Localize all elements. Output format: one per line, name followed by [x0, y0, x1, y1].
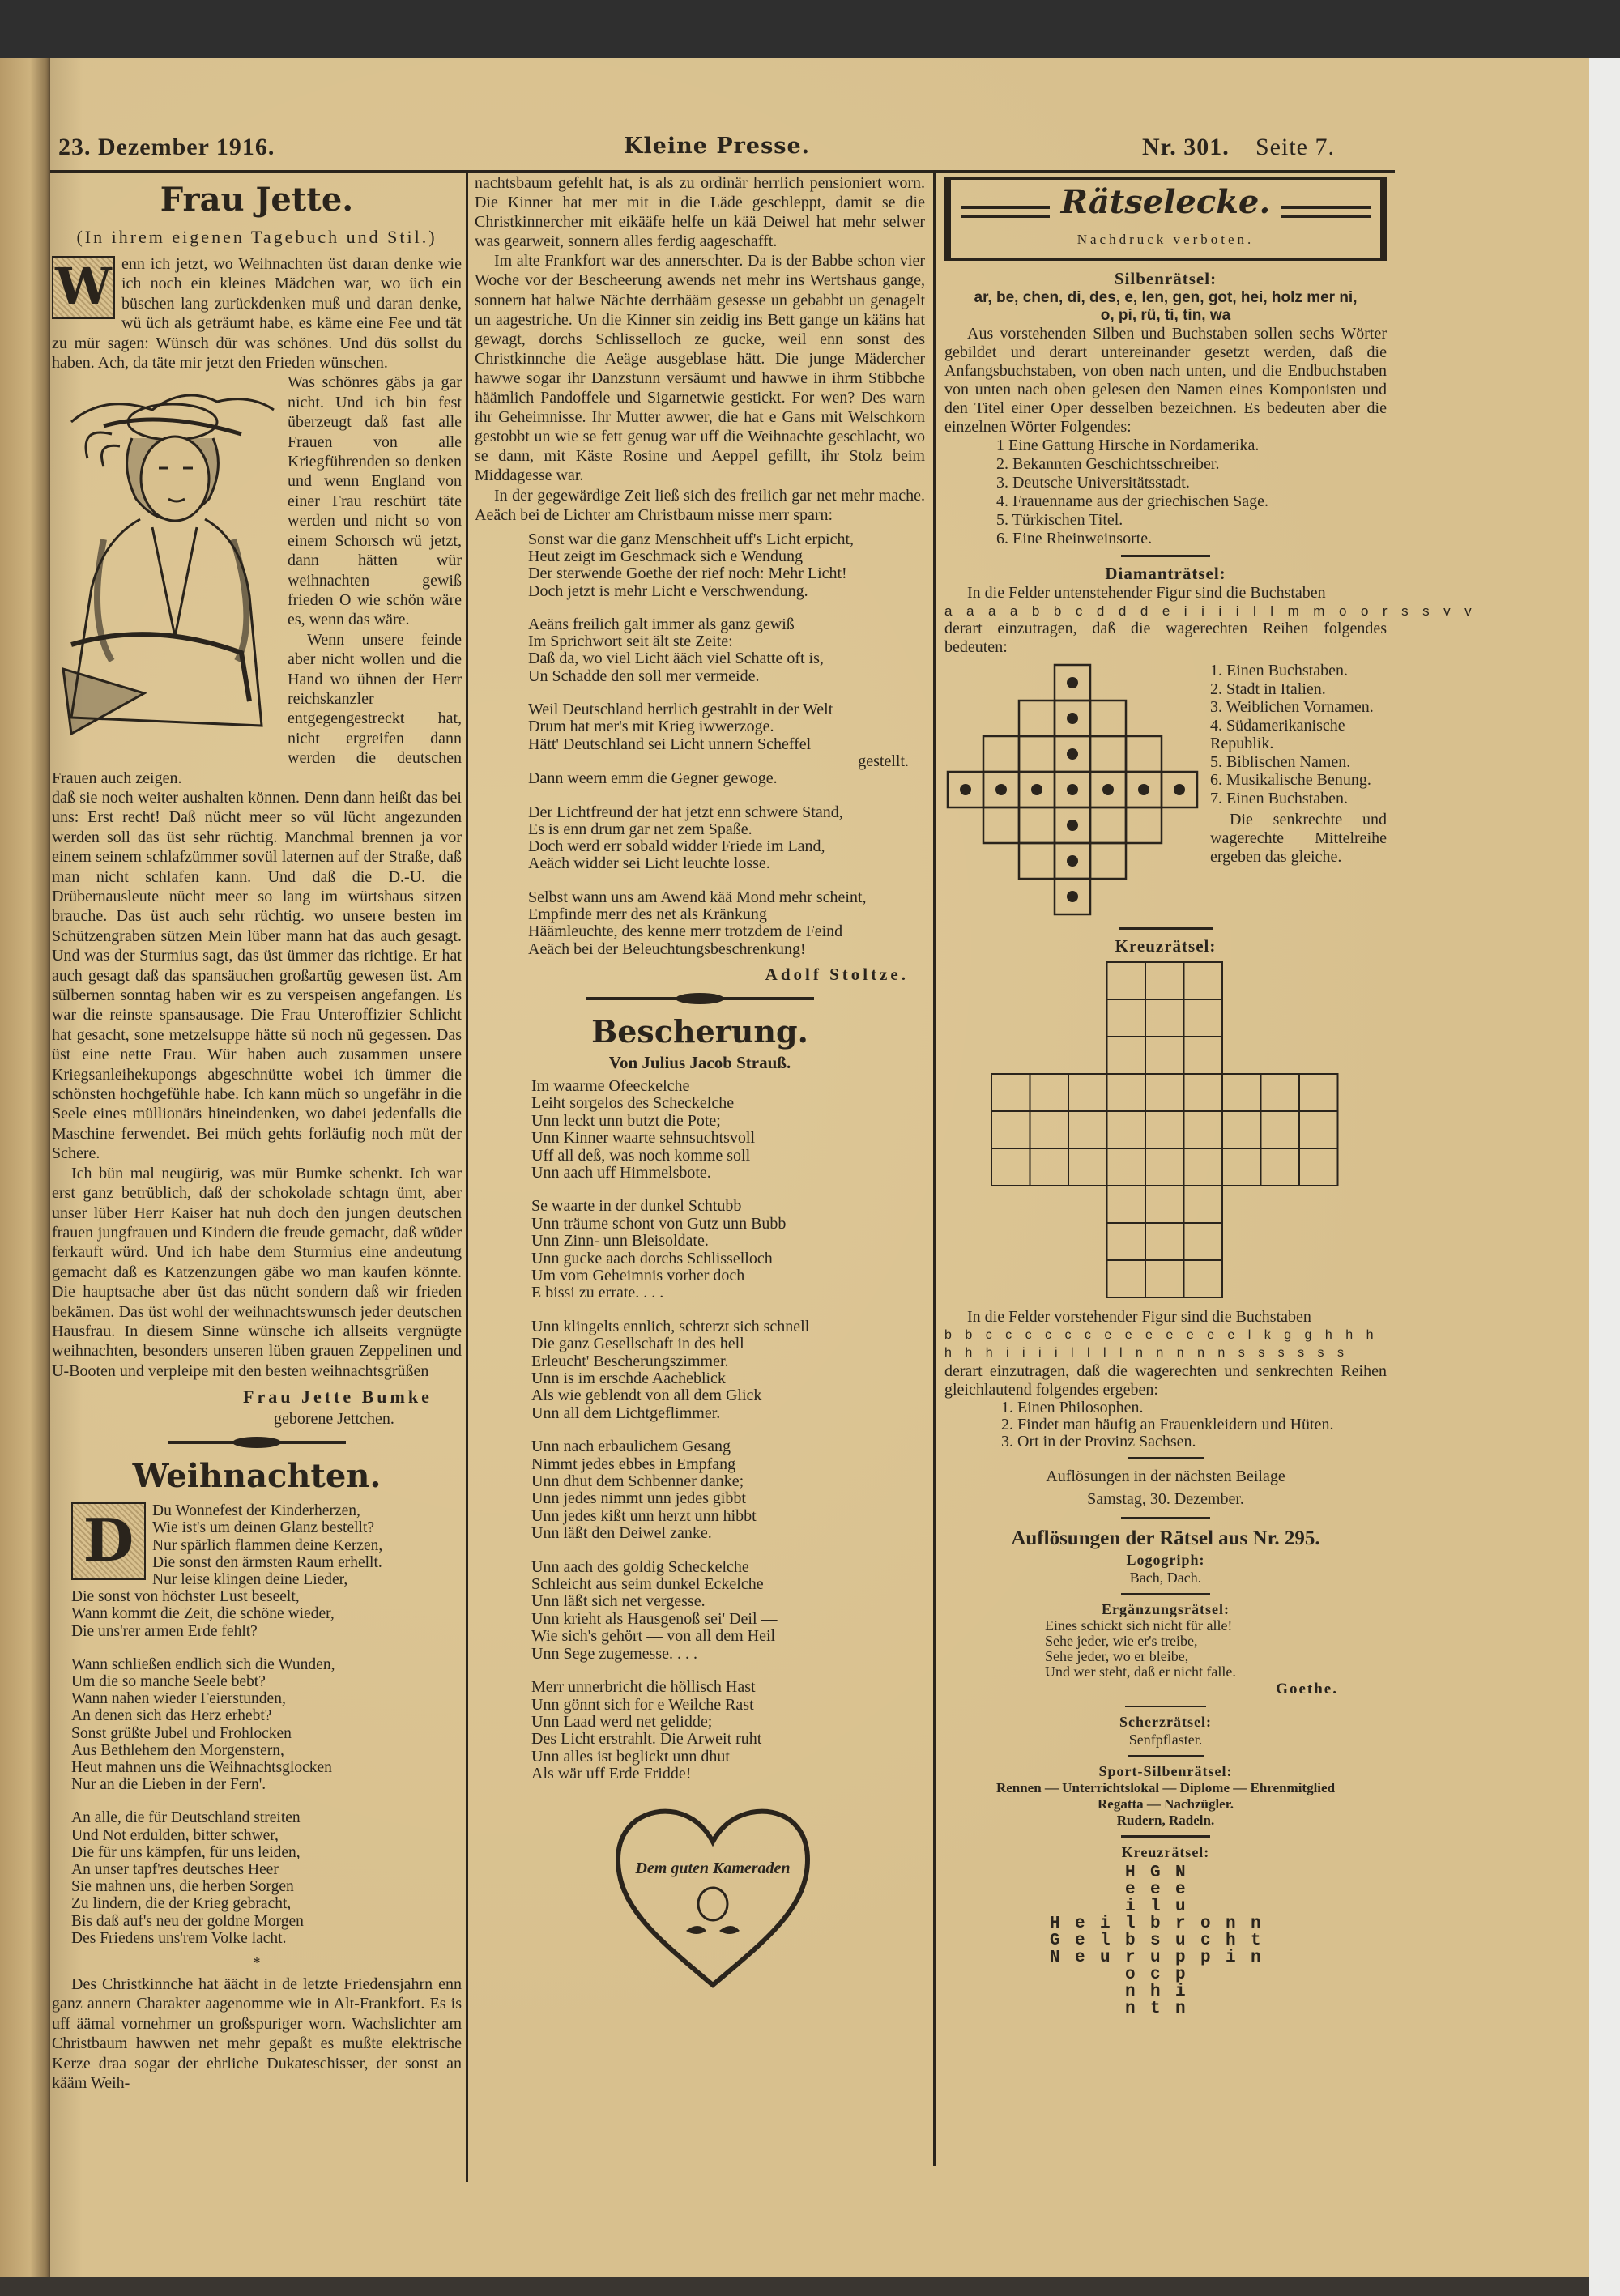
verse-line: Unn Sege zugemesse. . . . [531, 1644, 697, 1663]
column-3 [944, 177, 1477, 2018]
stanza [528, 889, 925, 958]
puzzle-cell [1090, 843, 1126, 879]
verse-line: Um die so manche Seele bebt? [71, 1672, 266, 1690]
ornamental-rule [586, 997, 814, 1000]
puzzle-cell-dot [1067, 820, 1078, 831]
puzzle-letters: b b c c c c c c e e e e e e e l k g g h h h h h h i i i i l l l l n n n n n s s s s s s [944, 1328, 1379, 1360]
stanza [531, 1559, 920, 1663]
stanza [528, 616, 925, 685]
puzzle-cell [1299, 1074, 1338, 1111]
stanza [531, 1679, 920, 1783]
verse-line: Un Schadde den soll mer vermeide. [528, 667, 760, 685]
verse-line: Nur an die Lieben in der Fern'. [71, 1776, 266, 1794]
puzzle-cell [1030, 1148, 1069, 1186]
list-item: Sehe jeder, wo er bleibe, [1045, 1648, 1189, 1664]
verse-line: Unn Zinn- unn Bleisoldate. [531, 1232, 709, 1250]
diamond-puzzle-grid [944, 662, 1204, 921]
poem-title: Weihnachten. [132, 1457, 382, 1496]
puzzle-cell [1145, 1074, 1184, 1111]
verse-line: Unn leckt unn butzt die Pote; [531, 1111, 721, 1130]
solutions-date: Samstag, 30. Dezember. [1087, 1490, 1244, 1508]
verse-line: Selbst wann uns am Awend kää Mond mehr scheint, [528, 888, 867, 906]
verse-line: Der Lichtfreund der hat jetzt enn schwere Stand, [528, 803, 843, 821]
list-item: Sehe jeder, wie er's treibe, [1045, 1633, 1198, 1649]
list-item: 1. Einen Philosophen. [1001, 1399, 1144, 1416]
verse-line: Heut mahnen uns die Weihnachtsglocken [71, 1759, 332, 1776]
puzzle-cell-dot [1102, 784, 1114, 795]
verse-line: Unn klingelts ennlich, schterzt sich schnell [531, 1317, 810, 1335]
puzzle-cell [1299, 1111, 1338, 1148]
verse-line: Und Not erdulden, bitter schwer, [71, 1826, 279, 1844]
poem-author: Adolf Stoltze. [765, 964, 909, 984]
list-item: Heilbronn [1050, 1915, 1277, 1933]
puzzle-cell [1090, 807, 1126, 843]
verse-line: Unn nach erbaulichem Gesang [531, 1438, 731, 1456]
verse-line: Aus Bethlehem den Morgenstern, [71, 1741, 284, 1759]
verse-line: Sie mahnen uns, die herben Sorgen [71, 1878, 294, 1896]
article-frankfort-start [52, 1974, 462, 2093]
list-item: 2. Findet man häufig an Frauenkleidern und Hüten. [1001, 1416, 1334, 1433]
poem-stoltze [528, 531, 925, 958]
list-item: 3. Ort in der Provinz Sachsen. [1001, 1433, 1196, 1450]
puzzle-clues [996, 437, 1387, 548]
verse-line: Sonst grüßte Jubel und Frohlocken [71, 1724, 292, 1742]
puzzle-cell-dot [995, 784, 1007, 795]
stanza [528, 701, 925, 787]
solution-heading: Kreuzrätsel: [1121, 1844, 1210, 1860]
verse-line: Unn is im erschde Aacheblick [531, 1370, 726, 1388]
puzzle-cell [1184, 1260, 1223, 1297]
puzzle-cell [983, 807, 1019, 843]
header-page: Seite 7. [1256, 134, 1335, 160]
intro-text: enn ich jetzt, wo Weihnachten üst daran denke wie ich noch ein kleines Mädchen war, wo üch ein büschen lang zurückdenken muß und daran denke, wü üch als geträumt habe, es käme eine Fee und tät zu mür sagen: Wünsch dür was schönes. Und düs sollst du haben. Ach, da täte mir jetzt den Frieden wünschen. [52, 255, 462, 373]
puzzle-cell [1184, 999, 1223, 1037]
puzzle-text: Aus vorstehenden Silben und Buchstaben sollen sechs Wörter gebildet und derart untereinander gesetzt werden, daß die Anfangsbuchstaben, von oben nach unten, und die Endbuchstaben von unten nach oben gelesen den Namen eines Komponisten und den Titel einer Oper desselben bezeichnen. Es bedeuten aber die einzelnen Wörter Folgendes: [944, 325, 1387, 436]
list-item: ilu [1050, 1898, 1277, 1916]
verse-line: Zu lindern, die der Krieg gebracht, [71, 1895, 292, 1913]
scanner-background-top [0, 0, 1620, 58]
section-title: Rätselecke. [1060, 183, 1271, 221]
puzzle-cell [1184, 1111, 1223, 1148]
puzzle-cell-dot [1067, 713, 1078, 724]
drop-cap: D [71, 1502, 146, 1580]
verse-line: Bis daß auf's neu der goldne Morgen [71, 1912, 304, 1930]
paragraph: Wenn unsere feinde aber nicht wollen und die Hand wo ühnen der Herr reichskanzler entgegengestreckt hat, nicht ergreifen dann werden die deutschen Frauen auch zeigen. [52, 630, 462, 787]
puzzle-cell [1107, 1074, 1146, 1111]
verse-line: Die sonst den ärmsten Raum erhellt. [152, 1553, 382, 1571]
verse-line: Unn alles ist beglickt unn dhut [531, 1747, 730, 1766]
puzzle-cell [1107, 999, 1146, 1037]
verse-line: An unser tapf'res deutsches Heer [71, 1861, 279, 1879]
puzzle-cell [1107, 962, 1146, 999]
verse-line: Hätt' Deutschland sei Licht unnern Scheffel [528, 735, 812, 753]
verse-line: Unn gucke aach dorchs Schlisselloch [531, 1249, 773, 1267]
puzzle-cell [1107, 1260, 1146, 1297]
heart-emblem [612, 1803, 814, 1989]
puzzle-heading: Kreuzrätsel: [1115, 936, 1217, 956]
puzzle-cell [983, 736, 1019, 772]
puzzle-cell [991, 1111, 1030, 1148]
divider [1121, 1593, 1210, 1595]
puzzle-cell [1019, 701, 1055, 736]
verse-line: Wann kommt die Zeit, die schöne wieder, [71, 1605, 335, 1623]
solution-heading: Ergänzungsrätsel: [1102, 1601, 1230, 1617]
puzzle-cell-dot [1067, 784, 1078, 795]
divider [1121, 1517, 1210, 1519]
solution-text: Bach, Dach. [1129, 1570, 1202, 1586]
verse-line: An denen sich das Herz erhebt? [71, 1707, 272, 1725]
verse-line: Des Licht erstrahlt. Die Arweit ruht [531, 1730, 762, 1749]
puzzle-cell [1107, 1111, 1146, 1148]
list-item: Und wer steht, daß er nicht falle. [1045, 1663, 1236, 1680]
verse-line: Doch werd err sobald widder Friede im Land, [528, 837, 825, 856]
puzzle-cell-dot [1067, 855, 1078, 867]
verse-line: Heut zeigt im Geschmack sich e Wendung [528, 547, 804, 565]
verse-line: Es is enn drum gar net zem Spaße. [528, 820, 752, 838]
verse-line: Unn aach des goldig Scheckelche [531, 1557, 749, 1576]
verse-line: Unn träume schont von Gutz unn Bubb [531, 1214, 787, 1233]
verse-line: Aeäch bei der Beleuchtungsbeschrenkung! [528, 939, 806, 958]
divider [1121, 555, 1210, 557]
puzzle-cell [1145, 1148, 1184, 1186]
list-item: 3. Deutsche Universitätsstadt. [996, 474, 1190, 492]
puzzle-cell [1222, 1148, 1261, 1186]
puzzle-text: derart einzutragen, daß die wagerechten Reihen folgendes bedeuten: [944, 620, 1387, 656]
puzzle-cell [1107, 1223, 1146, 1260]
verse-line: Wann schließen endlich sich die Wunden, [71, 1655, 335, 1673]
puzzle-text: derart einzutragen, daß die wagerechten und senkrechten Reihen gleichlautend folgendes ergeben: [944, 1362, 1387, 1399]
verse-line: An alle, die für Deutschland streiten [71, 1809, 301, 1827]
divider [1128, 1457, 1204, 1459]
puzzle-cell [1184, 1148, 1223, 1186]
puzzle-cell [1184, 962, 1223, 999]
list-item: Regatta — Nachzügler. [1098, 1796, 1234, 1812]
verse-line: Weil Deutschland herrlich gestrahlt in der Welt [528, 701, 833, 719]
puzzle-cell [1184, 1074, 1223, 1111]
puzzle-cell-dot [1138, 784, 1149, 795]
puzzle-cell [1068, 1074, 1107, 1111]
asterisk-divider: * [253, 1954, 261, 1971]
verse-line: Merr unnerbricht die höllisch Hast [531, 1678, 756, 1697]
paragraph: In der gegewärdige Zeit ließ sich des freilich gar net mehr mache. Aeäch bei de Lichter am Christbaum misse merr sparn: [475, 486, 925, 524]
list-item: 1 Eine Gattung Hirsche in Nordamerika. [996, 437, 1260, 454]
list-item: 4. Südamerikanische Republik. [1210, 716, 1345, 752]
solution-sport [944, 1780, 1387, 1829]
verse-line: Empfinde merr des net als Kränkung [528, 905, 767, 924]
solution-heading: Logogriph: [1126, 1552, 1205, 1568]
diamond-puzzle [944, 662, 1387, 921]
heart-emblem-text: Dem guten Kameraden [635, 1859, 791, 1877]
verse-line: Des Friedens uns'rem Volke lacht. [71, 1929, 287, 1947]
puzzle-cell-dot [1067, 891, 1078, 902]
paragraph: Ich bün mal neugürig, was mür Bumke schenkt. Ich war erst ganz betrüblich, daß der schokolade schtagn ümt, aber unser lüber Herr Kaiser hat nuh doch den jungen deutschen frauen jungfrauen und Kindern die freude gemacht, daß wüder ferkauft würd. Und ich habe dem Sturmius eine andeutung gemacht daß es Katzenzungen gäbe wo man kaufen könnte. Die hauptsache aber üst das nücht sondern daß wir frieden bekämen. Das üst wohl der weihnachtswunsch jeder deutschen Hausfrau. In diesem Sinne wünsche ich allseits vergnügte weihnachten, besonders unseren lüben grauen Zeppelinen und U-Booten und verpleipe mit den besten weihnachtsgrüßen [52, 1164, 462, 1380]
syllables-line: ar, be, chen, di, des, e, len, gen, got, hei, holz mer ni, [974, 289, 1358, 306]
syllables [944, 289, 1387, 325]
puzzle-cell [1090, 736, 1126, 772]
puzzle-note: Die senkrechte und wagerechte Mittelreihe ergeben das gleiche. [1210, 811, 1387, 866]
list-item: 5. Biblischen Namen. [1210, 752, 1351, 771]
list-item: 6. Eine Rheinweinsorte. [996, 530, 1153, 547]
verse-line: Im waarme Ofeeckelche [531, 1076, 690, 1095]
verse-line: Im Sprichwort seit ält ste Zeite: [528, 633, 733, 651]
stanza [528, 531, 925, 600]
list-item: ntn [1050, 2000, 1277, 2018]
verse-line: Uff all deß, was noch komme soll [531, 1146, 751, 1165]
verse-line: Die uns'rer armen Erde fehlt? [71, 1622, 258, 1640]
article-subtitle: (In ihrem eigenen Tagebuch und Stil.) [76, 227, 437, 247]
syllables-line: o, pi, rü, ti, tin, wa [1100, 307, 1231, 324]
stanza [528, 804, 925, 873]
woman-illustration [55, 377, 278, 746]
verse-line: Se waarte in der dunkel Schtubb [531, 1197, 742, 1216]
verse-line: Unn läßt den Deiwel zanke. [531, 1524, 712, 1543]
puzzle-cell [1019, 843, 1055, 879]
verse-line: E bissi zu errate. . . . [531, 1284, 664, 1302]
verse-line: Leiht sorgelos des Scheckelche [531, 1094, 735, 1113]
puzzle-cell-dot [1031, 784, 1042, 795]
list-item: nhi [1050, 1983, 1277, 2001]
paragraph: Im alte Frankfort war des annerschter. Da is der Babbe schon vier Woche vor der Bescheerung awends net mehr ins Wertshaus gange, sonnern hat halwe Nächte derrhääm gesesse un gebabbt un genagelt un aagestriche. Un die Kinner sin zeidig ins Bett gange un kääns hat gewagt, dorchs Schlisselloch ze gucke, weil enn sonst des Christkinnche die Aeäge ausgeblase hätt. Die junge Mädercher hawwe sogar ihr Danzstunn versäumt und hawwe in ihrm Stibbche häämlich Pandoffele und Sigarnetwie gestickt. For wen? Des warn ihr Geheimnisse. Ihr Mutter awwer, die hat e Gans mit Welschkorn gestobbt un wie se fett genug war uff die Weihnachte geschlacht, wo se dann, mit Käste Rosine und Aeppel gefillt, ihr Stolz beim Middagesse war. [475, 252, 925, 485]
puzzle-cell [1145, 1111, 1184, 1148]
reprint-notice: Nachdruck verboten. [1076, 232, 1255, 247]
puzzle-cell [1126, 736, 1162, 772]
header-issue: Nr. 301. [1142, 134, 1230, 160]
puzzle-cell [1068, 1148, 1107, 1186]
puzzle-text: In die Felder vorstehender Figur sind die Buchstaben [967, 1308, 1311, 1326]
verse-line: Nimmt jedes ebbes in Empfang [531, 1455, 736, 1473]
verse-line: Du Wonnefest der Kinderherzen, [152, 1502, 360, 1520]
verse-line: Die sonst von höchster Lust beseelt, [71, 1588, 300, 1606]
puzzle-cell [1222, 1074, 1261, 1111]
solution-heading: Sport-Silbenrätsel: [1098, 1763, 1233, 1779]
verse-line: Wie sich's gehört — von all dem Heil [531, 1627, 776, 1646]
list-item: eee [1050, 1881, 1277, 1899]
puzzle-cell [1145, 1223, 1184, 1260]
verse-line: Unn gönnt sich for e Weilche Rast [531, 1695, 754, 1714]
stanza [531, 1078, 920, 1182]
column-divider [466, 173, 468, 2182]
diamond-clues-block [1210, 662, 1387, 867]
solution-verse [1045, 1618, 1387, 1680]
divider [1121, 1835, 1210, 1838]
article-signature: Frau Jette Bumke [243, 1387, 433, 1408]
puzzle-cell [1184, 1223, 1223, 1260]
solution-heading: Scherzrätsel: [1119, 1714, 1212, 1730]
verse-line: Unn Kinner waarte sehnsuchtsvoll [531, 1129, 756, 1148]
list-item: 3. Weiblichen Vornamen. [1210, 698, 1374, 716]
stanza [71, 1809, 462, 1947]
verse-line: Unn krieht als Hausgenoß sei' Deil — [531, 1609, 778, 1628]
solutions-title: Auflösungen der Rätsel aus Nr. 295. [1011, 1527, 1320, 1549]
puzzle-cell [1145, 1186, 1184, 1223]
verse-line: Unn dhut dem Schbenner danke; [531, 1472, 744, 1491]
verse-line: Schleicht aus seim dunkel Eckelche [531, 1575, 764, 1594]
puzzle-cell [1090, 701, 1126, 736]
verse-line: Aeäch widder sei Licht leuchte losse. [528, 854, 770, 873]
list-item: Rennen — Unterrichtslokal — Diplome — Ehrenmitglied [995, 1780, 1336, 1795]
puzzle-cell [1107, 1186, 1146, 1223]
puzzle-cell [1107, 1037, 1146, 1074]
verse-line: Unn Laad werd net gelidde; [531, 1712, 713, 1731]
puzzle-cell [1184, 1186, 1223, 1223]
list-item: 1. Einen Buchstaben. [1210, 662, 1348, 679]
verse-line: Unn jedes nimmt unn jedes gibbt [531, 1489, 746, 1508]
puzzle-heading: Diamanträtsel: [1105, 564, 1226, 583]
paragraph: Was schönres gäbs ja gar nicht. Und ich bin fest überzeugt daß fast alle Frauen von alle Kriegführenden so denken und wenn England von einer Frau reschürt täte werden und nicht so von einem Schorsch wü jetzt, dann hätten wür weihnachten gewiß frieden O wie schön wäre es, wenn das wäre. [288, 373, 462, 629]
list-item: Neuruppin [1050, 1949, 1277, 1967]
verse-line: Als wär uff Erde Fridde! [531, 1765, 692, 1783]
article-body [52, 254, 462, 1381]
puzzle-cell [1184, 1037, 1223, 1074]
drop-cap: W [52, 256, 115, 319]
previous-page-edge [0, 58, 50, 2277]
header-date: 23. Dezember 1916. [58, 134, 275, 160]
ornamental-rule [168, 1441, 346, 1444]
solutions-notice: Auflösungen in der nächsten Beilage [1046, 1467, 1285, 1485]
verse-line: Der sterwende Goethe der rief noch: Mehr Licht! [528, 564, 847, 583]
poem-block [71, 1502, 462, 1947]
verse-line: Nur spärlich flammen deine Kerzen, [152, 1536, 383, 1554]
stanza [531, 1198, 920, 1301]
puzzle-cell-dot [1174, 784, 1185, 795]
solution-cross-grid [1050, 1864, 1387, 2017]
puzzle-cell [1145, 999, 1184, 1037]
verse-line: Erleucht' Bescherungszimmer. [531, 1352, 729, 1370]
puzzle-cell [1145, 962, 1184, 999]
list-item: 5. Türkischen Titel. [996, 511, 1123, 529]
puzzle-clues [1210, 662, 1387, 807]
puzzle-cell [1126, 807, 1162, 843]
column-divider [933, 173, 936, 2166]
verse-line: Unn jedes kißt unn herzt unn hibbt [531, 1506, 757, 1525]
article-frankfort-continued [475, 173, 925, 525]
article-title: Frau Jette. [160, 181, 354, 219]
list-item: 2. Stadt in Italien. [1210, 679, 1326, 698]
article-signature-sub: geborene Jettchen. [274, 1410, 394, 1429]
solution-text: Senfpflaster. [1128, 1732, 1203, 1748]
verse-line: Die für uns kämpfen, für uns leiden, [71, 1843, 301, 1861]
puzzle-cell [1030, 1111, 1069, 1148]
puzzle-cell [1145, 1037, 1184, 1074]
verse-line: Unn läßt sich net vergesse. [531, 1592, 706, 1611]
verse-line: Unn aach uff Himmelsbote. [531, 1163, 711, 1182]
puzzle-text: In die Felder untenstehender Figur sind die Buchstaben [967, 584, 1326, 602]
puzzle-cell-dot [960, 784, 971, 795]
solution-author: Goethe. [1276, 1680, 1338, 1698]
puzzle-cell [1261, 1148, 1300, 1186]
header-paper-name: Kleine Presse. [624, 134, 811, 159]
list-item: 2. Bekannten Geschichtsschreiber. [996, 455, 1220, 473]
verse-line: gestellt. [858, 752, 909, 770]
verse-line: Häämleuchte, des kenne merr trotzdem de Feind [528, 922, 843, 941]
paragraph: nachtsbaum gefehlt hat, is als zu ordinär herrlich pensioniert worn. Die Kinner hat mer mit in die Läde geschleppt, damit se die Christkinnercher mit eikääfe helfe un kää Deiwel hat mehr selwer was gearweit, sonnern alles ferdig aageschafft. [475, 174, 925, 251]
column-2 [475, 173, 925, 1989]
divider [1125, 1706, 1206, 1707]
puzzle-letters: a a a a b b c d d d e i i i i l l m m o o r s s v v [944, 603, 1477, 619]
list-item: ocp [1050, 1966, 1277, 1984]
puzzle-cell-dot [1067, 748, 1078, 760]
puzzle-heading: Silbenrätsel: [1114, 269, 1217, 288]
cross-puzzle-grid [989, 960, 1342, 1303]
list-item: Eines schickt sich nicht für alle! [1045, 1617, 1233, 1634]
verse-line: Aeäns freilich galt immer als ganz gewiß [528, 615, 795, 633]
poem-byline: Von Julius Jacob Strauß. [608, 1052, 791, 1072]
paragraph: Des Christkinnche hat äächt in de letzte Friedensjahrn enn ganz annern Charakter aagenomme wie in Alt-Frankfort. Es is uff äämal vornehmer un großspuriger worn. Wachslichter am Christbaum hawwen net mehr gepaßt es mußte elektrische Kerze draa sogar der ehrliche Dukateschisser, der sonst an kääm Weih- [52, 1975, 462, 2093]
verse-line: Als wie geblendt von all dem Glick [531, 1387, 762, 1405]
puzzle-cell [1107, 1148, 1146, 1186]
puzzle-cell [1299, 1148, 1338, 1186]
puzzle-cell [1030, 1074, 1069, 1111]
list-item: Rudern, Radeln. [1116, 1813, 1215, 1828]
verse-line: Daß da, wo viel Licht ääch viel Schatte oft is, [528, 650, 824, 668]
verse-line: Doch jetzt is mehr Licht e Verschwendung. [528, 581, 808, 600]
divider [1119, 927, 1213, 930]
puzzle-cell [991, 1148, 1030, 1186]
verse-line: Wann nahen wieder Feierstunden, [71, 1690, 286, 1708]
puzzle-cell [1019, 736, 1055, 772]
verse-line: Drum hat mer's mit Krieg iwwerzoge. [528, 718, 774, 736]
list-item: 7. Einen Buchstaben. [1210, 789, 1348, 807]
list-item: 6. Musikalische Benung. [1210, 771, 1371, 789]
scanner-background-bottom [0, 2277, 1589, 2296]
puzzle-cell [1261, 1111, 1300, 1148]
raetselecke-box [944, 177, 1387, 261]
column-1 [52, 178, 462, 2093]
verse-line: Unn all dem Lichtgeflimmer. [531, 1404, 721, 1422]
divider [1128, 1755, 1204, 1757]
puzzle-cell [1145, 1260, 1184, 1297]
verse-line: Nur leise klingen deine Lieder, [152, 1570, 348, 1588]
stanza [531, 1318, 920, 1422]
verse-line: Wie ist's um deinen Glanz bestellt? [152, 1519, 375, 1537]
puzzle-cell [1222, 1111, 1261, 1148]
puzzle-cell [1019, 807, 1055, 843]
list-item: HGN [1050, 1864, 1277, 1882]
poem-bescherung [531, 1078, 920, 1783]
verse-line: Um vom Geheimnis vorher doch [531, 1266, 745, 1284]
stanza [531, 1438, 920, 1542]
puzzle-clues [1001, 1399, 1387, 1450]
list-item: 4. Frauenname aus der griechischen Sage. [996, 492, 1268, 510]
puzzle-cell-dot [1067, 677, 1078, 688]
puzzle-cell [991, 1074, 1030, 1111]
stanza [71, 1656, 462, 1794]
puzzle-cell [1261, 1074, 1300, 1111]
list-item: Gelbsucht [1050, 1932, 1277, 1950]
verse-line: Sonst war die ganz Menschheit uff's Licht erpicht, [528, 530, 855, 548]
paragraph: daß sie noch weiter aushalten können. Denn dann heißt das bei uns: Erst recht! Daß nücht meer so vül lücht angezunden werden soll das üst sehr rüchtig. Manchmal brennen ja vor einem seinem schlafzümmer sovül laternen auf der Straße, daß man nicht schlafen kann. Und daß die D.-U. die Drübernausleute nücht meer so lang im würtshaus sitzen brauche. Das üst auch sehr rüchtig. wo unsere besten im Schützengraben sützen Mein lüber mann hat das auch gesagt. Und was der Sturmius sagt, das üst ümmer das richtige. Er hat auch gesagt daß das spansäuchen großartüg gewesen üst. Am sülbernen sonntag haben wir es zu verspeisen angefangen. Es war die reinste spansausage. Die Frau Unteroffizier Schlicht hat gesacht, sone metzelsuppe hätte sü noch nü gegessen. Das üst eine nette Frau. Wür haben auch zusammen unsere Kriegsanleihekupongs abgeschnütte wobei ich ümmer die schönsten hochgefühle habe. Ich kann müch so ungefähr in die Seele eines müllionärs hineindenken, wo dabei jedenfalls die Maschine ferwendet. Bei müch gehts forläufig noch müt der Schere. [52, 788, 462, 1163]
verse-line: Die ganz Gesellschaft in des hell [531, 1335, 744, 1353]
puzzle-cell [1068, 1111, 1107, 1148]
poem-title: Bescherung. [591, 1012, 808, 1050]
verse-line: Dann weern emm die Gegner gewoge. [528, 769, 778, 788]
